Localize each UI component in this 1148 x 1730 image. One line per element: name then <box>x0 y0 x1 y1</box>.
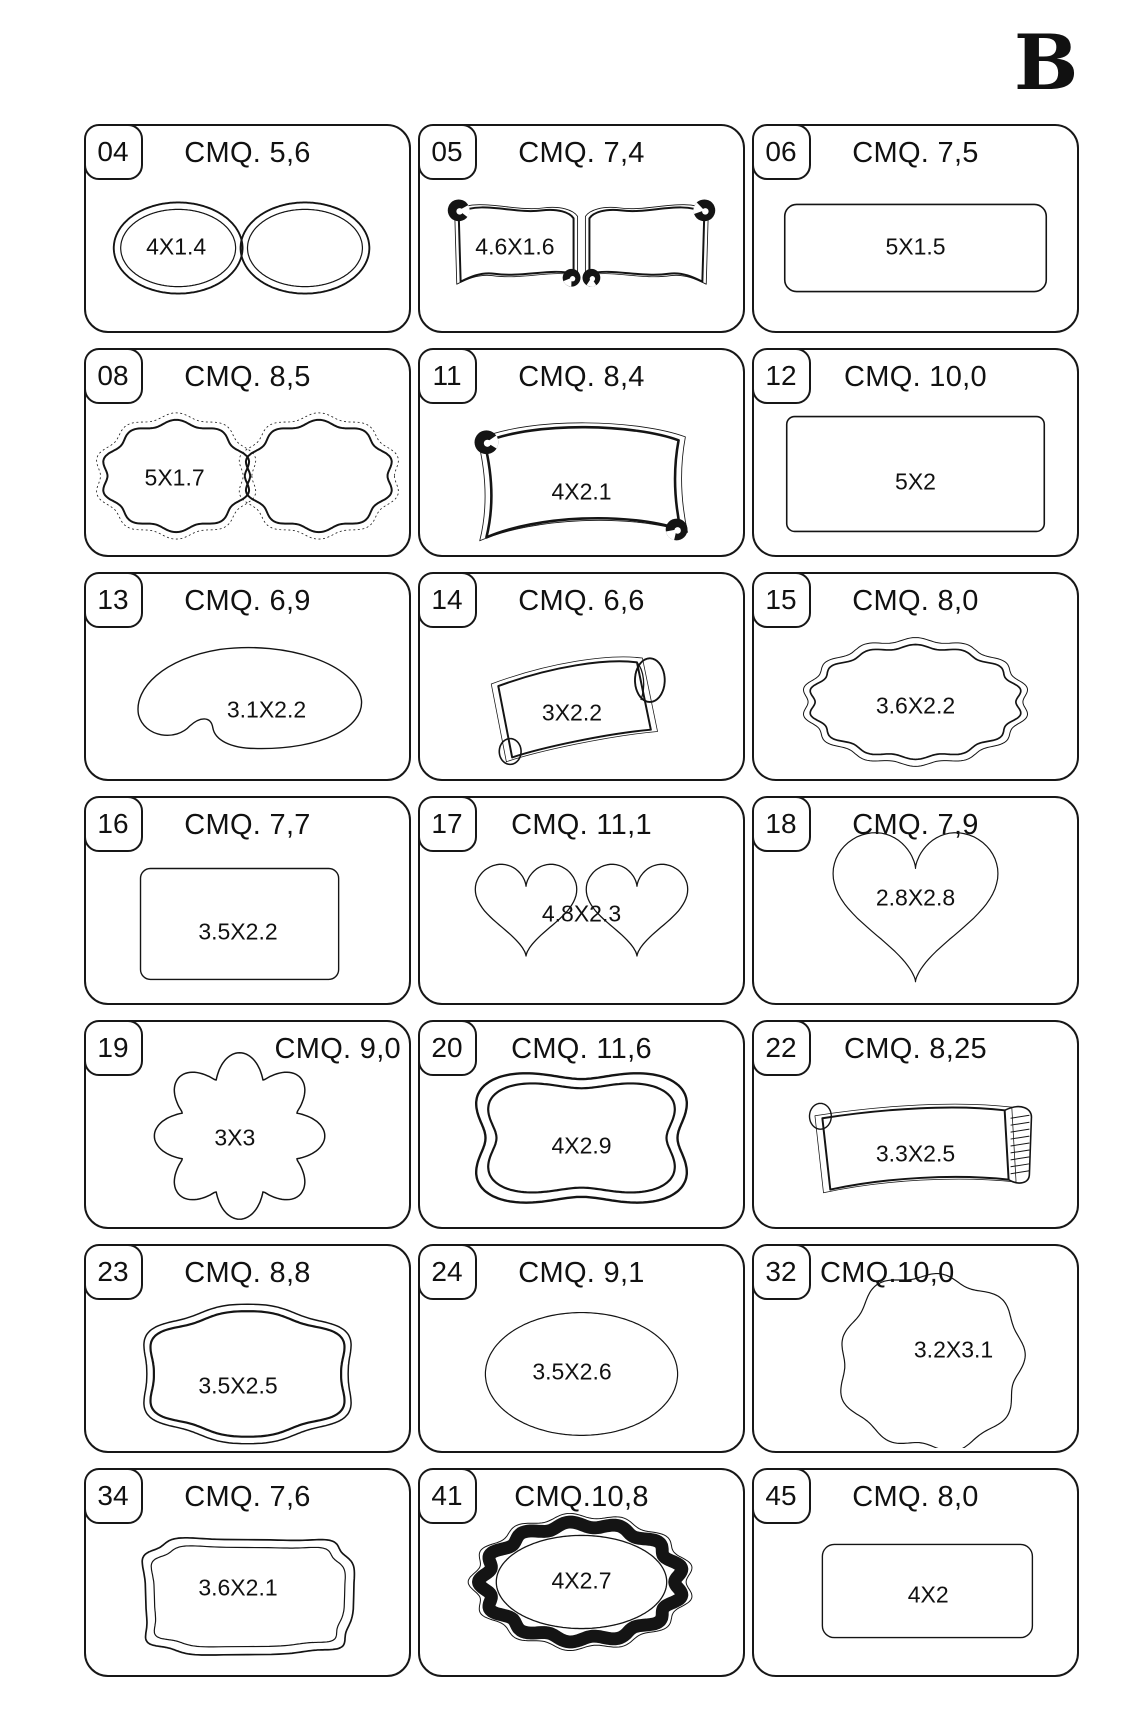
size-label: 5X1.5 <box>885 233 946 260</box>
size-label: 4X1.4 <box>146 233 207 260</box>
shape-area <box>757 394 1074 552</box>
size-label: 2.8X2.8 <box>875 884 956 911</box>
item-number-badge: 20 <box>418 1020 477 1076</box>
catalog-cell-08 <box>84 348 411 557</box>
item-number-badge: 06 <box>752 124 811 180</box>
catalog-cell-05 <box>418 124 745 333</box>
size-label: 3.5X2.5 <box>198 1372 278 1399</box>
cmq-title: CMQ. 11,1 <box>511 809 652 841</box>
banner-shape <box>423 394 740 552</box>
size-label: 4X2.1 <box>551 478 612 505</box>
cmq-title: CMQ. 8,8 <box>184 1257 311 1289</box>
size-label: 3.5X2.2 <box>198 918 278 945</box>
shape-area <box>757 1514 1074 1672</box>
cmq-title: CMQ. 7,4 <box>518 137 645 169</box>
cmq-title: CMQ. 8,0 <box>852 1481 979 1513</box>
bracket-frame-shape <box>89 1290 406 1448</box>
cmq-title: CMQ. 6,6 <box>518 585 645 617</box>
catalog-cell-20 <box>418 1020 745 1229</box>
catalog-cell-34 <box>84 1468 411 1677</box>
cmq-title: CMQ. 7,6 <box>184 1481 311 1513</box>
shape-area <box>89 842 406 1000</box>
section-letter: B <box>1014 18 1079 107</box>
size-label: 3X3 <box>214 1124 256 1151</box>
catalog-cell-17 <box>418 796 745 1005</box>
catalog-grid <box>84 124 1075 1677</box>
double-oval-shape <box>89 170 406 328</box>
size-label: 4X2.9 <box>551 1132 612 1159</box>
item-number-badge: 45 <box>752 1468 811 1524</box>
cmq-title: CMQ. 9,1 <box>518 1257 645 1289</box>
item-number-badge: 22 <box>752 1020 811 1076</box>
size-label: 3.6X2.2 <box>875 692 956 719</box>
size-label: 3.6X2.1 <box>198 1574 278 1601</box>
item-number-badge: 34 <box>84 1468 143 1524</box>
shape-area <box>423 170 740 328</box>
item-number-badge: 18 <box>752 796 811 852</box>
item-number-badge: 08 <box>84 348 143 404</box>
cmq-title: CMQ. 9,0 <box>274 1033 401 1065</box>
size-label: 4X2 <box>907 1581 949 1608</box>
shape-area <box>89 1290 406 1448</box>
size-label: 3X2.2 <box>541 699 603 726</box>
shape-area <box>757 1066 1074 1224</box>
cmq-title: CMQ. 5,6 <box>184 137 311 169</box>
cmq-title: CMQ. 11,6 <box>511 1033 652 1065</box>
cmq-title: CMQ. 7,9 <box>852 809 979 841</box>
item-number-badge: 04 <box>84 124 143 180</box>
catalog-cell-24 <box>418 1244 745 1453</box>
catalog-cell-23 <box>84 1244 411 1453</box>
cmq-title: CMQ. 6,9 <box>184 585 311 617</box>
item-number-badge: 23 <box>84 1244 143 1300</box>
cmq-title: CMQ.10,0 <box>820 1257 955 1289</box>
shape-area <box>757 170 1074 328</box>
catalog-cell-32 <box>752 1244 1079 1453</box>
banner-shape <box>423 170 740 328</box>
item-number-badge: 12 <box>752 348 811 404</box>
shape-area <box>89 170 406 328</box>
shape-area <box>89 618 406 776</box>
item-number-badge: 15 <box>752 572 811 628</box>
catalog-cell-04 <box>84 124 411 333</box>
shape-area <box>89 394 406 552</box>
item-number-badge: 32 <box>752 1244 811 1300</box>
item-number-badge: 24 <box>418 1244 477 1300</box>
catalog-cell-11 <box>418 348 745 557</box>
shape-area <box>423 1290 740 1448</box>
catalog-cell-18 <box>752 796 1079 1005</box>
size-label: 3.2X3.1 <box>913 1336 994 1363</box>
cmq-title: CMQ. 10,0 <box>844 361 987 393</box>
item-number-badge: 13 <box>84 572 143 628</box>
catalog-cell-16 <box>84 796 411 1005</box>
catalog-cell-22 <box>752 1020 1079 1229</box>
item-number-badge: 41 <box>418 1468 477 1524</box>
cmq-title: CMQ. 7,5 <box>852 137 979 169</box>
size-label: 5X1.7 <box>144 464 205 491</box>
size-label: 4.8X2.3 <box>541 900 622 927</box>
item-number-badge: 17 <box>418 796 477 852</box>
size-label: 3.1X2.2 <box>226 696 307 723</box>
cmq-title: CMQ. 8,4 <box>518 361 645 393</box>
scroll-shape <box>423 618 740 776</box>
catalog-cell-06 <box>752 124 1079 333</box>
cmq-title: CMQ. 7,7 <box>184 809 311 841</box>
item-number-badge: 05 <box>418 124 477 180</box>
catalog-cell-12 <box>752 348 1079 557</box>
size-label: 3.5X2.6 <box>532 1358 612 1385</box>
size-label: 4.6X1.6 <box>475 233 555 260</box>
catalog-cell-45 <box>752 1468 1079 1677</box>
size-label: 3.3X2.5 <box>875 1140 956 1167</box>
catalog-cell-41 <box>418 1468 745 1677</box>
scalloped-frame-pair-shape <box>89 394 406 552</box>
cmq-title: CMQ. 8,25 <box>844 1033 987 1065</box>
shape-area <box>89 1514 406 1672</box>
catalog-cell-19 <box>84 1020 411 1229</box>
item-number-badge: 11 <box>418 348 477 404</box>
cmq-title: CMQ. 8,0 <box>852 585 979 617</box>
item-number-badge: 14 <box>418 572 477 628</box>
catalog-cell-15 <box>752 572 1079 781</box>
item-number-badge: 19 <box>84 1020 143 1076</box>
size-label: 4X2.7 <box>551 1567 612 1594</box>
cmq-title: CMQ. 8,5 <box>184 361 311 393</box>
item-number-badge: 16 <box>84 796 143 852</box>
shape-area <box>423 394 740 552</box>
shape-area <box>757 618 1074 776</box>
catalog-cell-14 <box>418 572 745 781</box>
size-label: 5X2 <box>895 468 936 495</box>
cmq-title: CMQ.10,8 <box>514 1481 649 1513</box>
shape-area <box>423 618 740 776</box>
catalog-cell-13 <box>84 572 411 781</box>
